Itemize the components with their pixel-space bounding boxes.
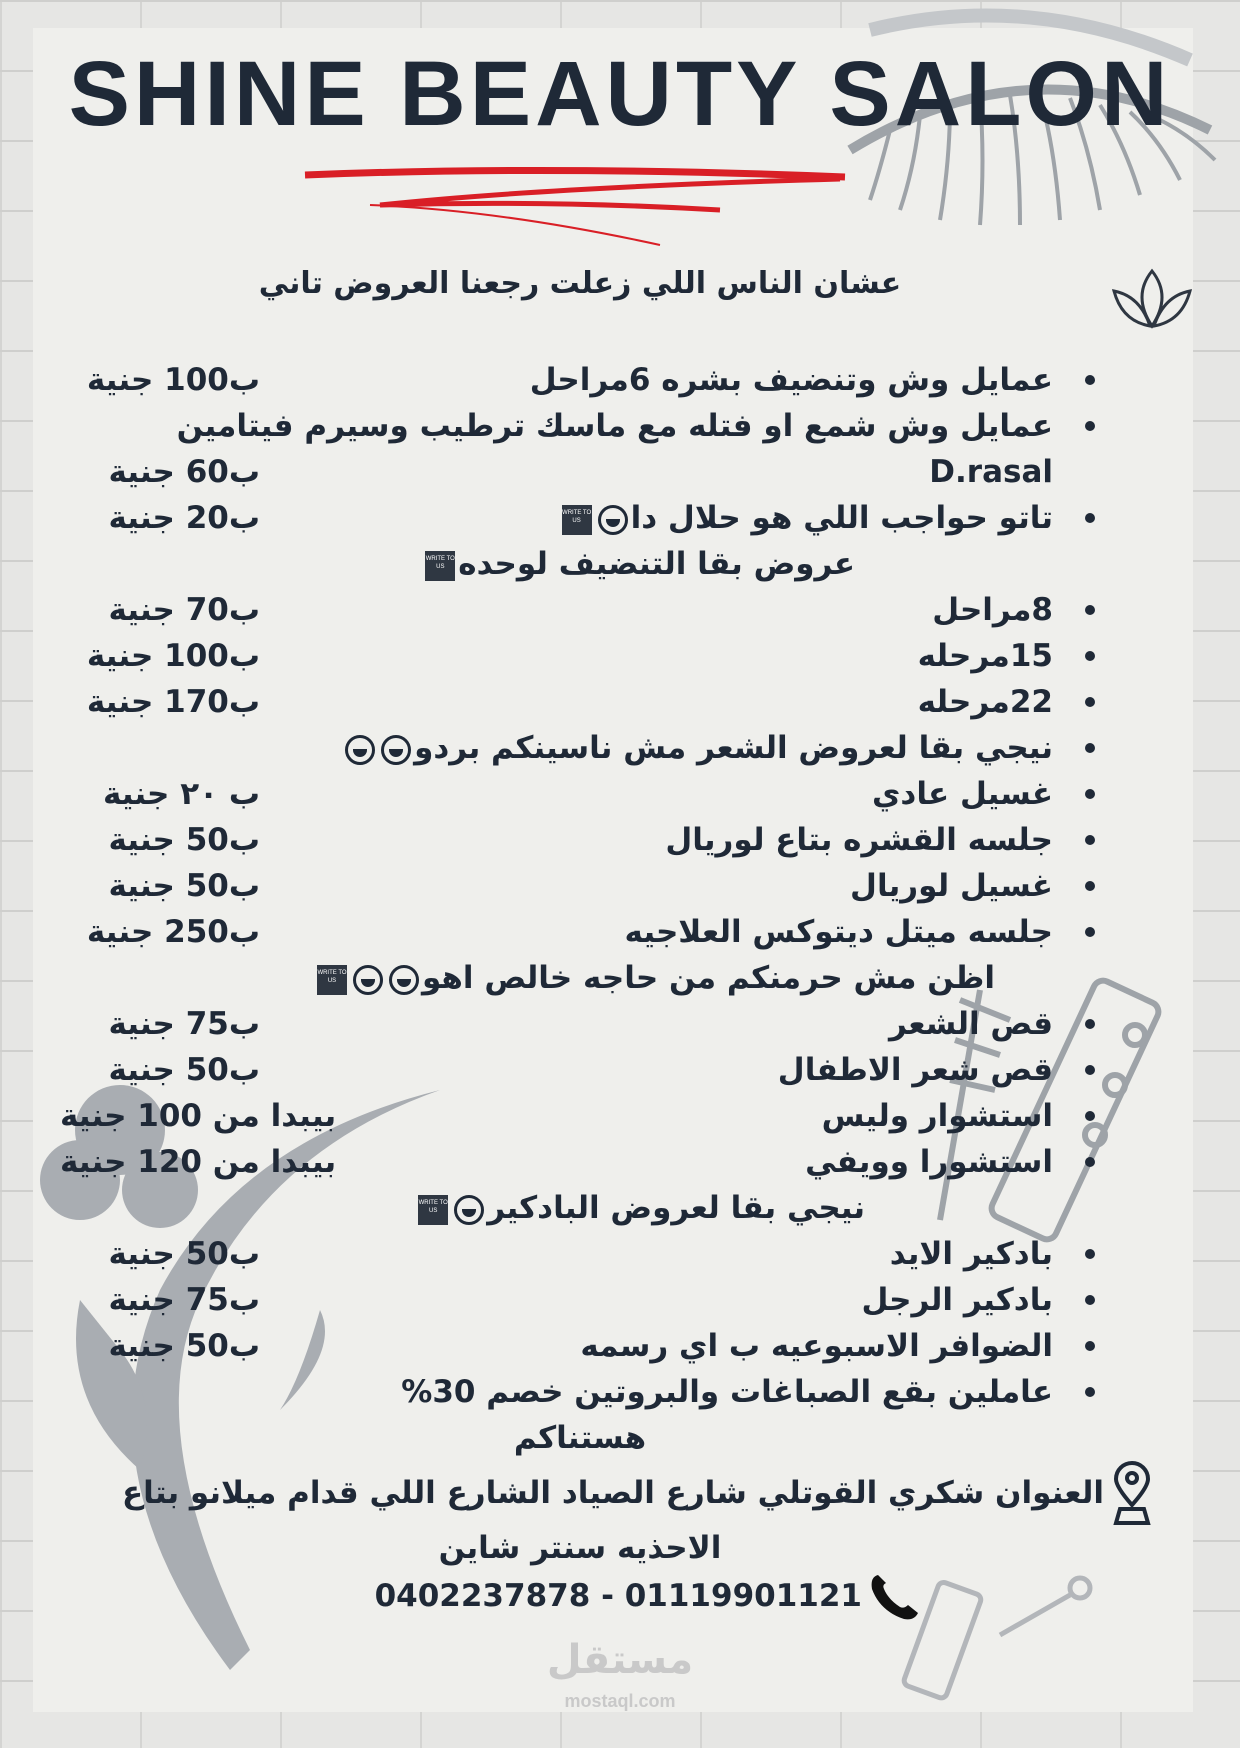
watermark-arabic: مستقل bbox=[546, 1637, 694, 1683]
price-list-item bbox=[60, 1047, 1100, 1093]
item-label: نيجي بقا لعروض البادكير bbox=[487, 1190, 865, 1226]
item-text bbox=[366, 1096, 1053, 1136]
bullet-icon bbox=[1085, 651, 1095, 661]
bullet-icon bbox=[1085, 789, 1095, 799]
bullet-icon bbox=[1085, 1157, 1095, 1167]
closing-row bbox=[60, 1415, 1100, 1461]
item-text bbox=[60, 544, 855, 584]
price-list-item bbox=[60, 1139, 1100, 1185]
bullet-icon bbox=[1085, 743, 1095, 753]
price-list-item bbox=[60, 771, 1100, 817]
item-text bbox=[290, 774, 1053, 814]
closing-text: هستناكم bbox=[513, 1420, 647, 1456]
item-price: ب ٢٠ جنية bbox=[102, 776, 260, 812]
item-label: عمايل وش شمع او فتله مع ماسك ترطيب وسيرم فيتامين bbox=[176, 408, 1053, 444]
item-text bbox=[290, 590, 1053, 630]
price-list-item bbox=[60, 495, 1100, 541]
item-label: نيجي بقا لعروض الشعر مش ناسينكم بردو bbox=[414, 730, 1053, 766]
item-label: جلسه ميتل ديتوكس العلاجيه bbox=[624, 914, 1053, 950]
item-price: ب50 جنية bbox=[108, 822, 260, 858]
write-to-us-icon: WRITE TO US bbox=[425, 551, 455, 581]
price-list-item bbox=[60, 1001, 1100, 1047]
price-list-rows bbox=[60, 357, 1100, 1415]
price-list-item bbox=[60, 403, 1100, 449]
bullet-icon bbox=[1085, 927, 1095, 937]
item-label: 15مرحله bbox=[917, 638, 1053, 674]
item-price: ب250 جنية bbox=[86, 914, 260, 950]
bullet-icon bbox=[1085, 1065, 1095, 1075]
bullet-icon bbox=[1085, 1387, 1095, 1397]
bullet-icon bbox=[1085, 697, 1095, 707]
address-line-1: العنوان شكري القوتلي شارع الصياد الشارع اللي قدام ميلانو بتاع bbox=[122, 1475, 1104, 1511]
price-list-item bbox=[60, 817, 1100, 863]
item-price: ب100 جنية bbox=[86, 362, 260, 398]
bullet-icon bbox=[1085, 1019, 1095, 1029]
location-pin-icon bbox=[1112, 1461, 1152, 1525]
item-text bbox=[290, 498, 1053, 538]
item-price: ب60 جنية bbox=[108, 454, 260, 490]
item-label: استشورا وويفي bbox=[805, 1144, 1053, 1180]
price-list-item bbox=[60, 725, 1100, 771]
item-text bbox=[290, 636, 1053, 676]
item-label: عاملين بقع الصباغات والبروتين خصم 30% bbox=[401, 1374, 1053, 1410]
item-text bbox=[290, 1234, 1053, 1274]
price-list-item bbox=[60, 1277, 1100, 1323]
bullet-icon bbox=[1085, 513, 1095, 523]
item-label: غسيل عادي bbox=[872, 776, 1053, 812]
price-list-item bbox=[60, 1323, 1100, 1369]
item-price: ب75 جنية bbox=[108, 1006, 260, 1042]
price-list-item bbox=[60, 1369, 1100, 1415]
price-list bbox=[60, 357, 1104, 1621]
item-text bbox=[290, 452, 1053, 492]
item-label: اظن مش حرمنكم من حاجه خالص اهو bbox=[422, 960, 995, 996]
item-label: قص شعر الاطفال bbox=[777, 1052, 1053, 1088]
write-to-us-icon: WRITE TO US bbox=[317, 965, 347, 995]
item-text bbox=[60, 1372, 1053, 1412]
item-price: ب70 جنية bbox=[108, 592, 260, 628]
item-price: ب100 جنية bbox=[86, 638, 260, 674]
section-header bbox=[60, 1185, 1100, 1231]
item-text bbox=[290, 1280, 1053, 1320]
bullet-icon bbox=[1085, 1249, 1095, 1259]
price-list-item bbox=[60, 679, 1100, 725]
laughing-emoji-icon bbox=[389, 965, 419, 995]
write-to-us-icon: WRITE TO US bbox=[562, 505, 592, 535]
item-price: ب50 جنية bbox=[108, 1236, 260, 1272]
bullet-icon bbox=[1085, 1341, 1095, 1351]
item-text bbox=[60, 406, 1053, 446]
item-price: ب20 جنية bbox=[108, 500, 260, 536]
bullet-icon bbox=[1085, 1295, 1095, 1305]
bullet-icon bbox=[1085, 375, 1095, 385]
item-label: الضوافر الاسبوعيه ب اي رسمه bbox=[580, 1328, 1053, 1364]
item-text bbox=[60, 1188, 865, 1228]
item-price: بيبدا من 100 جنية bbox=[60, 1098, 337, 1134]
item-price: ب170 جنية bbox=[86, 684, 260, 720]
laughing-emoji-icon bbox=[454, 1195, 484, 1225]
bullet-icon bbox=[1085, 1111, 1095, 1121]
item-label: استشوار وليس bbox=[821, 1098, 1053, 1134]
write-to-us-icon: WRITE TO US bbox=[418, 1195, 448, 1225]
bullet-icon bbox=[1085, 881, 1095, 891]
phone-row bbox=[60, 1571, 1100, 1621]
red-brush-stroke bbox=[300, 165, 860, 255]
address-line-2: الاحذيه سنتر شاين bbox=[438, 1530, 722, 1566]
section-header bbox=[60, 541, 1100, 587]
item-text bbox=[290, 360, 1053, 400]
price-list-item bbox=[60, 1231, 1100, 1277]
item-label: قص الشعر bbox=[889, 1006, 1053, 1042]
item-label: بادكير الرجل bbox=[861, 1282, 1053, 1318]
price-list-item bbox=[60, 633, 1100, 679]
item-label: 22مرحله bbox=[917, 684, 1053, 720]
price-list-item bbox=[60, 909, 1100, 955]
address-row-2 bbox=[60, 1525, 1100, 1571]
item-label: جلسه القشره بتاع لوريال bbox=[665, 822, 1053, 858]
subtitle: عشان الناس اللي زعلت رجعنا العروض تاني bbox=[258, 266, 902, 301]
item-text bbox=[290, 1004, 1053, 1044]
bullet-icon bbox=[1085, 835, 1095, 845]
price-list-item bbox=[60, 863, 1100, 909]
section-header bbox=[60, 955, 1100, 1001]
item-text bbox=[290, 1050, 1053, 1090]
item-price: ب50 جنية bbox=[108, 1328, 260, 1364]
phone-icon bbox=[870, 1571, 924, 1621]
item-text bbox=[290, 820, 1053, 860]
bullet-icon bbox=[1085, 605, 1095, 615]
salon-title: SHINE BEAUTY SALON bbox=[68, 43, 1172, 145]
leaves-icon bbox=[1112, 266, 1192, 332]
item-label: 8مراحل bbox=[932, 592, 1053, 628]
item-price: ب50 جنية bbox=[108, 868, 260, 904]
laughing-emoji-icon bbox=[353, 965, 383, 995]
item-label: تاتو حواجب اللي هو حلال دا bbox=[630, 500, 1053, 536]
price-list-item bbox=[60, 587, 1100, 633]
laughing-emoji-icon bbox=[598, 505, 628, 535]
address-row bbox=[60, 1461, 1160, 1525]
item-price: ب50 جنية bbox=[108, 1052, 260, 1088]
item-label: عروض بقا التنضيف لوحده bbox=[458, 546, 855, 582]
item-label: بادكير الايد bbox=[889, 1236, 1053, 1272]
phone-numbers[interactable]: 0402237878 - 01119901121 bbox=[374, 1578, 862, 1614]
price-list-item bbox=[60, 1093, 1100, 1139]
laughing-emoji-icon bbox=[381, 735, 411, 765]
item-text bbox=[290, 912, 1053, 952]
item-text bbox=[60, 728, 1053, 768]
item-text bbox=[290, 1326, 1053, 1366]
item-price: ب75 جنية bbox=[108, 1282, 260, 1318]
item-price: بيبدا من 120 جنية bbox=[60, 1144, 337, 1180]
bullet-icon bbox=[1085, 421, 1095, 431]
watermark-latin: mostaql.com bbox=[564, 1691, 676, 1711]
smile-emoji-icon bbox=[345, 735, 375, 765]
item-label: غسيل لوريال bbox=[850, 868, 1053, 904]
price-list-item-continued bbox=[60, 449, 1100, 495]
price-list-item bbox=[60, 357, 1100, 403]
item-text bbox=[290, 682, 1053, 722]
item-text bbox=[60, 958, 995, 998]
item-text bbox=[366, 1142, 1053, 1182]
item-text bbox=[290, 866, 1053, 906]
item-label: D.rasal bbox=[929, 454, 1053, 490]
item-label: عمايل وش وتنضيف بشره 6مراحل bbox=[529, 362, 1053, 398]
